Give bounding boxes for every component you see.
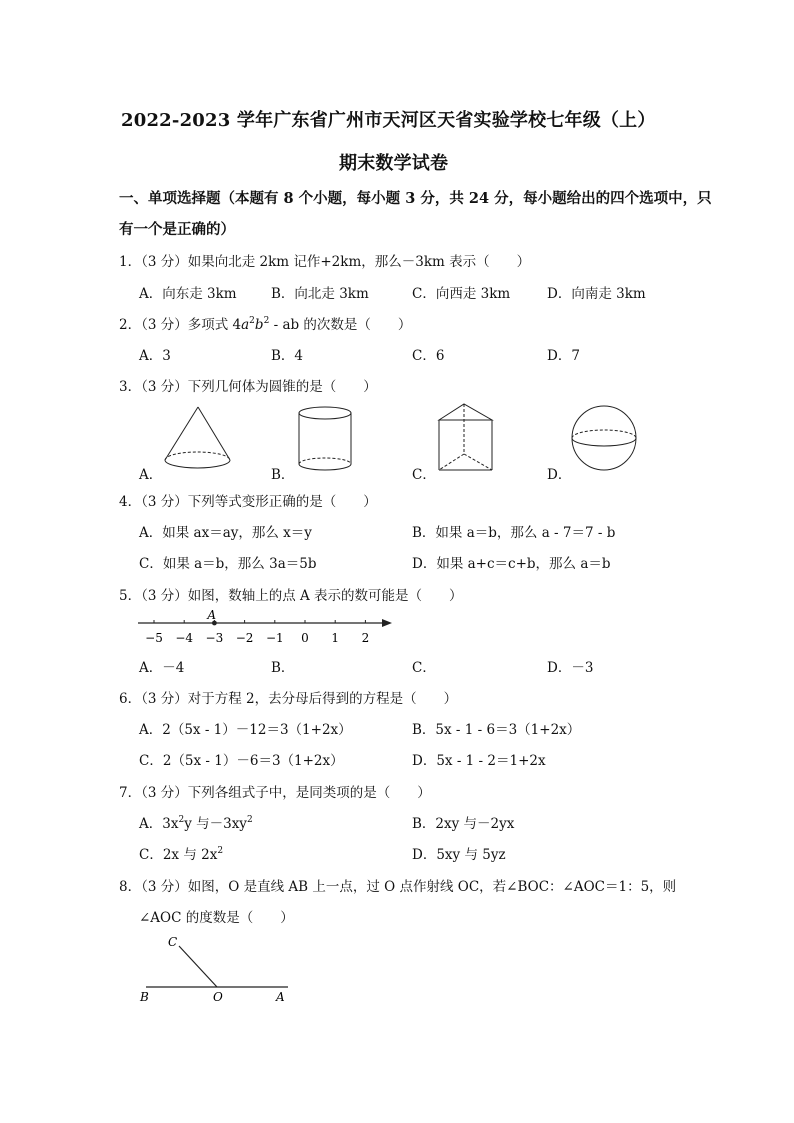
arrow-right-icon (382, 619, 392, 627)
point-a-label: A (276, 990, 285, 1004)
section-heading-line1: 一、单项选择题（本题有 8 个小题，每小题 3 分，共 24 分，每小题给出的四个选项中，只 (119, 190, 712, 207)
question-1-option-b: B．向北走 3km (271, 286, 369, 302)
question-6-option-a: A．2（5x - 1）－12＝3（1+2x） (139, 722, 352, 738)
point-o-label: O (213, 990, 223, 1004)
question-2-option-c: C．6 (412, 348, 445, 364)
number-line-tick-label: −2 (235, 631, 254, 645)
question-4-stem: 4．（3 分）下列等式变形正确的是（ ） (119, 494, 377, 510)
question-3-option-b: B． (271, 467, 295, 483)
question-6-option-d: D．5x - 1 - 2＝1+2x (412, 753, 546, 769)
question-6-option-c: C．2（5x - 1）－6＝3（1+2x） (139, 753, 344, 769)
sphere-icon (570, 404, 650, 479)
question-2-option-d: D．7 (547, 348, 580, 364)
question-1-option-a: A．向东走 3km (139, 286, 237, 302)
question-1-option-c: C．向西走 3km (412, 286, 511, 302)
question-3-option-d: D． (547, 467, 572, 483)
question-8-stem-line2: ∠AOC 的度数是（ ） (139, 910, 294, 926)
question-6-stem: 6．（3 分）对于方程 2，去分母后得到的方程是（ ） (119, 691, 458, 707)
exam-title-line2: 期末数学试卷 (339, 153, 449, 174)
number-line-tick-label: −5 (145, 631, 163, 645)
question-4-option-b: B．如果 a＝b，那么 a - 7＝7 - b (412, 525, 616, 541)
question-1-option-d: D．向南走 3km (547, 286, 646, 302)
number-line-figure (136, 606, 406, 646)
section-heading-line2: 有一个是正确的） (119, 221, 235, 238)
question-5-option-c: C． (412, 660, 436, 676)
number-line-tick-label: 0 (301, 631, 309, 645)
question-6-option-b: B．5x - 1 - 6＝3（1+2x） (412, 722, 581, 738)
question-4-option-c: C．如果 a＝b，那么 3a＝5b (139, 556, 317, 572)
question-5-option-d: D．－3 (547, 660, 594, 676)
number-line-tick-label: 2 (361, 631, 370, 645)
question-7-option-a: A．$3x^2y$ 与$-3xy^2$ (139, 815, 253, 832)
question-4-option-a: A．如果 ax＝ay，那么 x＝y (139, 525, 312, 541)
question-5-stem: 5．（3 分）如图，数轴上的点 A 表示的数可能是（ ） (119, 588, 463, 604)
question-3-option-c: C． (412, 467, 436, 483)
number-line-tick-label: −3 (205, 631, 224, 645)
question-3-stem: 3．（3 分）下列几何体为圆锥的是（ ） (119, 379, 377, 395)
number-line-tick-label: −1 (265, 631, 284, 645)
question-7-option-d: D．5xy 与 5yz (412, 847, 506, 863)
triangular-prism-icon (434, 400, 504, 475)
cone-icon (160, 404, 240, 474)
question-3-option-a: A． (139, 467, 163, 483)
question-8-stem-line1: 8．（3 分）如图，O 是直线 AB 上一点，过 O 点作射线 OC，若∠BOC：∠AOC＝1：5，则 (119, 879, 677, 895)
number-line-tick-label: 1 (331, 631, 340, 645)
number-line-point-label: A (207, 608, 217, 622)
question-2-option-b: B．4 (271, 348, 304, 364)
question-7-option-b: B．2xy 与－2yx (412, 816, 515, 832)
angle-figure (136, 932, 306, 1012)
question-1-stem: 1．（3 分）如果向北走 2km 记作+2km，那么－3km 表示（ ） (119, 254, 531, 270)
point-b-label: B (140, 990, 149, 1004)
question-2-stem: 2．（3 分）多项式 $4a^2b^2$ - ab 的次数是（ ） (119, 316, 412, 333)
number-line-tick-label: −4 (175, 631, 194, 645)
question-2-option-a: A．3 (139, 348, 171, 364)
question-4-option-d: D．如果 a+c＝c+b，那么 a＝b (412, 556, 611, 572)
question-5-option-b: B． (271, 660, 295, 676)
exam-title-line1: 2022-2023 学年广东省广州市天河区天省实验学校七年级（上） (121, 110, 656, 131)
question-5-option-a: A．－4 (139, 660, 185, 676)
question-7-stem: 7．（3 分）下列各组式子中，是同类项的是（ ） (119, 785, 431, 801)
point-c-label: C (168, 935, 178, 949)
cylinder-icon (296, 404, 366, 479)
question-7-option-c: C．2x 与 $2x^2$ (139, 846, 224, 863)
